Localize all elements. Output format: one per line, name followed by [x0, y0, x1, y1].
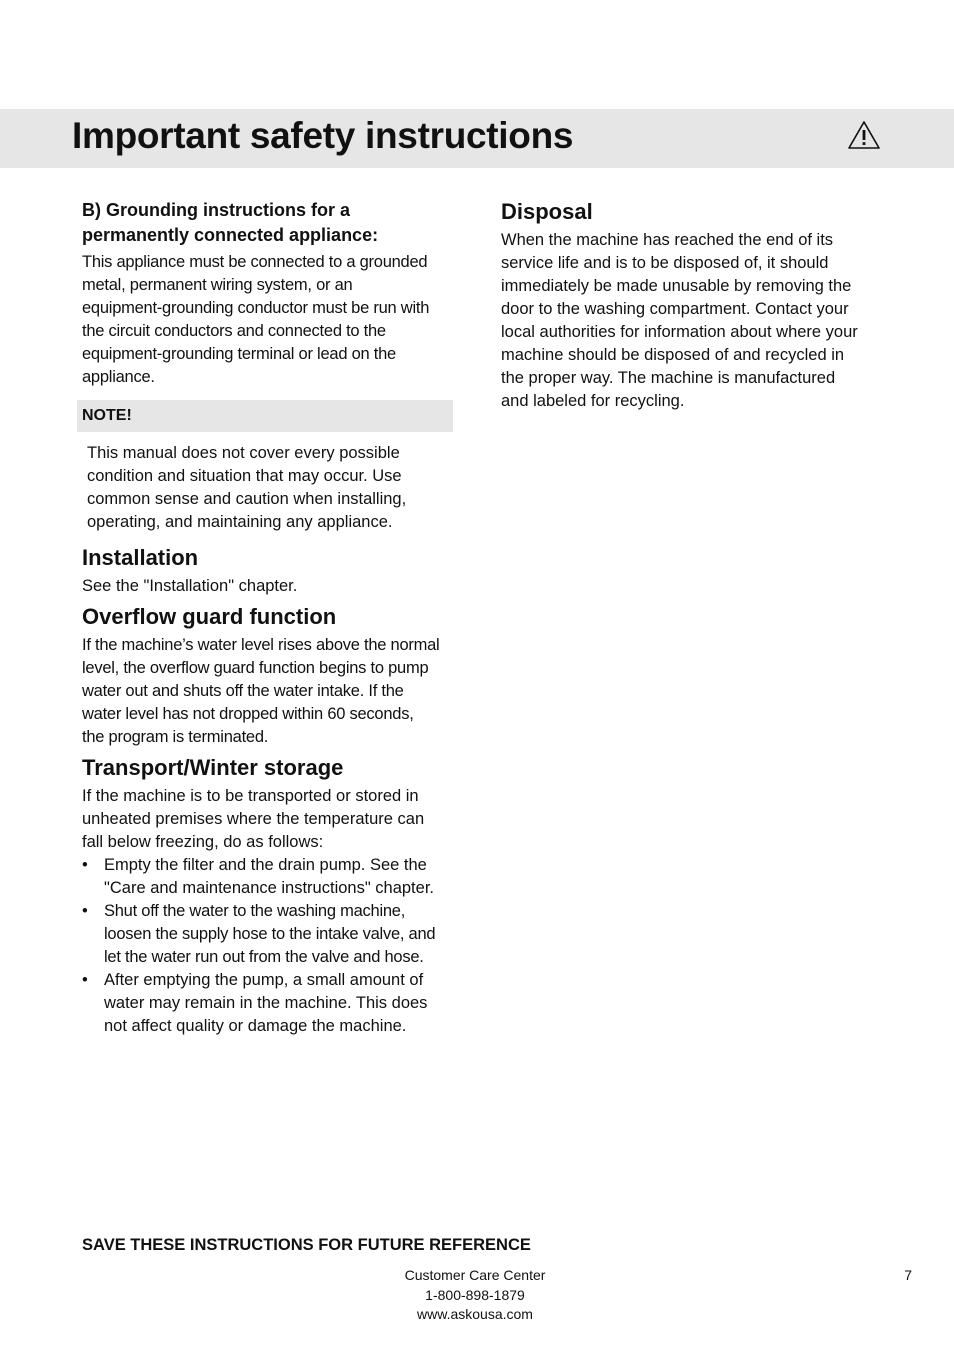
text-line: service life and is to be disposed of, it should [501, 254, 829, 272]
save-instructions-notice: SAVE THESE INSTRUCTIONS FOR FUTURE REFERENCE [82, 1236, 531, 1254]
text-line: let the water run out from the valve and hose. [104, 948, 424, 966]
text-line: Shut off the water to the washing machine, [104, 902, 406, 920]
footer-contact [375, 1266, 575, 1325]
text-line: equipment-grounding conductor must be run with [82, 299, 430, 317]
customer-care-phone: 1-800-898-1879 [425, 1286, 525, 1303]
text-line: the program is terminated. [82, 728, 269, 746]
text-line: fall below freezing, do as follows: [82, 833, 324, 851]
text-line: and labeled for recycling. [501, 392, 685, 410]
list-item [82, 969, 454, 1038]
customer-care-name: Customer Care Center [404, 1267, 546, 1283]
grounding-heading-line: B) Grounding instructions for a [82, 200, 350, 220]
note-label: NOTE! [82, 407, 132, 424]
text-line: If the machine’s water level rises above the normal [82, 636, 440, 654]
installation-section [82, 544, 454, 598]
overflow-section [82, 603, 454, 749]
overflow-heading: Overflow guard function [82, 604, 337, 629]
text-line: immediately be made unusable by removing the [501, 277, 852, 295]
website-link[interactable]: www.askousa.com [417, 1306, 533, 1322]
installation-heading: Installation [82, 545, 199, 570]
grounding-heading [82, 198, 454, 248]
disposal-text [501, 229, 876, 413]
note-text [87, 442, 454, 534]
text-line: Empty the filter and the drain pump. See the [104, 856, 427, 874]
text-line: the proper way. The machine is manufactured [501, 369, 836, 387]
list-item [82, 854, 454, 900]
text-line: This manual does not cover every possible [87, 444, 400, 462]
text-line: the circuit conductors and connected to the [82, 322, 386, 340]
text-line: not affect quality or damage the machine. [104, 1017, 407, 1035]
text-line: water level has not dropped within 60 seconds, [82, 705, 414, 723]
overflow-text [82, 634, 454, 749]
text-line: equipment-grounding terminal or lead on the [82, 345, 396, 363]
text-line: "Care and maintenance instructions" chapter. [104, 879, 434, 897]
right-column [501, 198, 876, 413]
text-line: door to the washing compartment. Contact your [501, 300, 849, 318]
list-item [82, 900, 454, 969]
text-line: unheated premises where the temperature can [82, 810, 425, 828]
text-line: local authorities for information about where your [501, 323, 858, 341]
text-line: level, the overflow guard function begins to pump [82, 659, 429, 677]
transport-section [82, 754, 454, 1038]
text-line: loosen the supply hose to the intake valve, and [104, 925, 436, 943]
left-column [82, 198, 454, 1038]
text-line: appliance. [82, 368, 155, 386]
disposal-section [501, 198, 876, 413]
installation-text: See the "Installation" chapter. [82, 577, 298, 595]
disposal-heading: Disposal [501, 199, 593, 224]
grounding-section [82, 198, 454, 389]
page-number: 7 [904, 1267, 912, 1283]
warning-triangle-icon [847, 120, 881, 150]
text-line: When the machine has reached the end of its [501, 231, 834, 249]
text-line: water may remain in the machine. This does [104, 994, 428, 1012]
grounding-heading-line: permanently connected appliance: [82, 225, 379, 245]
text-line: common sense and caution when installing, [87, 490, 407, 508]
text-line: operating, and maintaining any appliance. [87, 513, 393, 531]
text-line: machine should be disposed of and recycled in [501, 346, 845, 364]
transport-text [82, 785, 454, 854]
transport-steps-list [82, 854, 454, 1038]
text-line: This appliance must be connected to a grounded [82, 253, 428, 271]
page-title: Important safety instructions [72, 115, 574, 156]
text-line: water out and shuts off the water intake. If the [82, 682, 404, 700]
text-line: metal, permanent wiring system, or an [82, 276, 353, 294]
note-box [77, 400, 453, 432]
transport-heading: Transport/Winter storage [82, 755, 344, 780]
grounding-text [82, 251, 454, 389]
text-line: If the machine is to be transported or stored in [82, 787, 419, 805]
text-line: After emptying the pump, a small amount of [104, 971, 424, 989]
text-line: condition and situation that may occur. Use [87, 467, 402, 485]
